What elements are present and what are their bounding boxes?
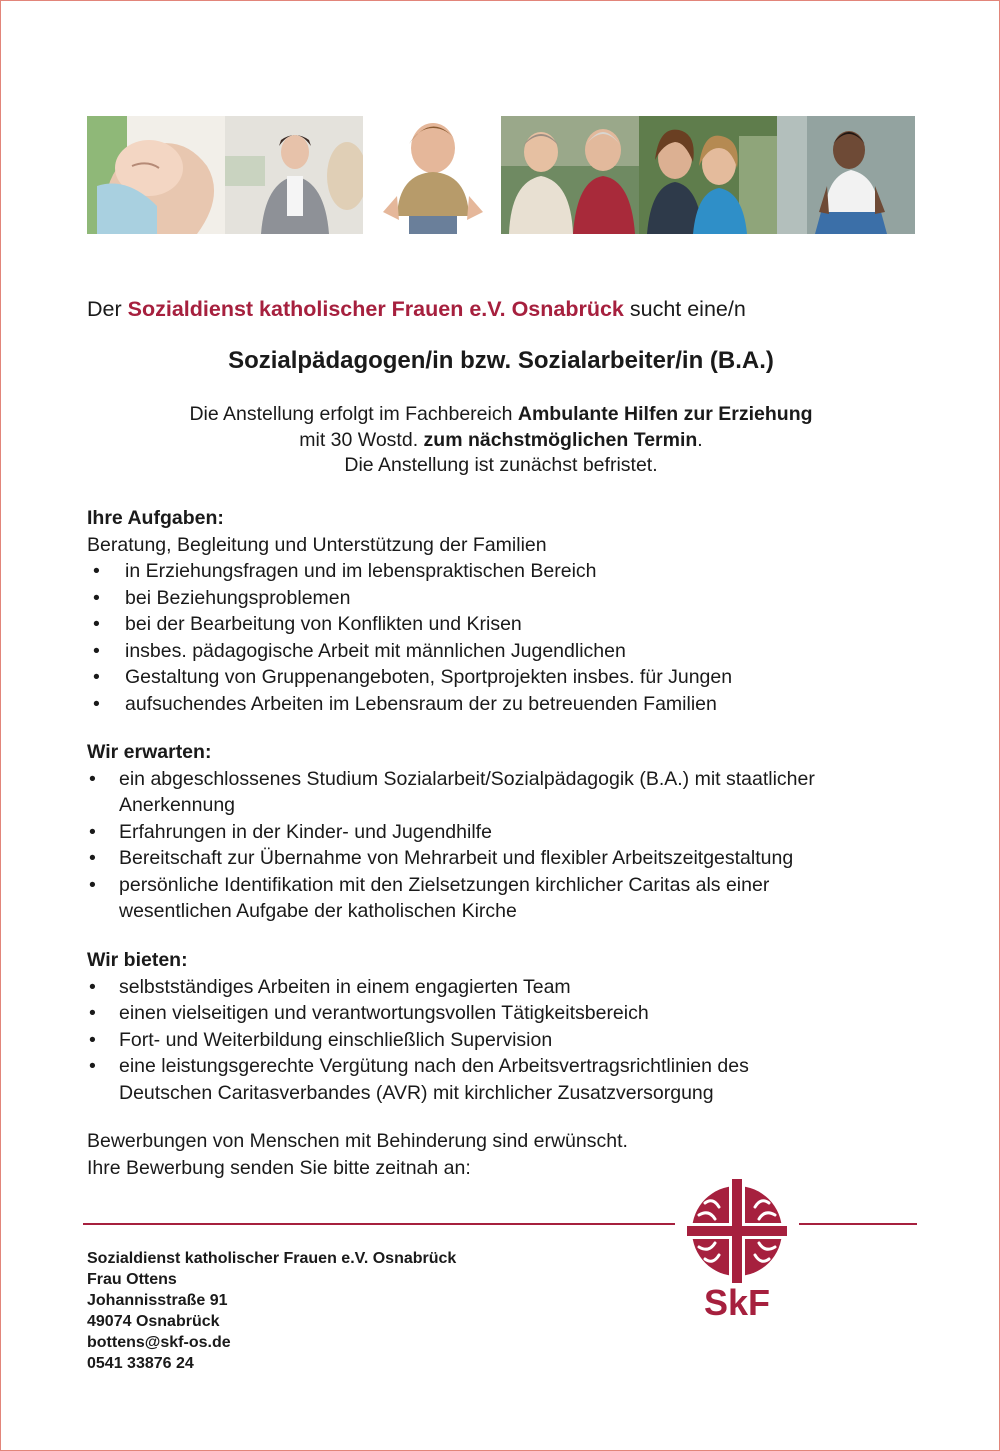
photo-teen-girls bbox=[639, 116, 777, 234]
list-item-line: • selbstständiges Arbeiten in einem engagierten Team bbox=[119, 975, 571, 998]
list-item bbox=[87, 845, 927, 872]
erwarten-list bbox=[87, 766, 927, 925]
closing-line-2: Ihre Bewerbung senden Sie bitte zeitnah an: bbox=[87, 1156, 471, 1179]
aufgaben-intro: Beratung, Begleitung und Unterstützung der Familien bbox=[87, 533, 547, 556]
list-item bbox=[87, 1053, 927, 1106]
address-organization: Sozialdienst katholischer Frauen e.V. Osnabrück bbox=[87, 1250, 457, 1267]
list-item: • insbes. pädagogische Arbeit mit männlichen Jugendlichen bbox=[87, 638, 927, 665]
list-item-line: • Erfahrungen in der Kinder- und Jugendhilfe bbox=[119, 820, 492, 843]
list-item bbox=[87, 872, 927, 925]
list-item: • Gestaltung von Gruppenangeboten, Sportprojekten insbes. für Jungen bbox=[87, 664, 927, 691]
list-item bbox=[87, 819, 927, 846]
list-item: • aufsuchendes Arbeiten im Lebensraum der zu betreuenden Familien bbox=[87, 691, 927, 718]
caritas-cross-icon bbox=[675, 1179, 799, 1283]
list-item-line: • eine leistungsgerechte Vergütung nach den Arbeitsvertragsrichtlinien des bbox=[119, 1055, 749, 1077]
list-item bbox=[87, 974, 927, 1001]
photo-young-man bbox=[777, 116, 915, 234]
list-item bbox=[87, 1027, 927, 1054]
bieten-list bbox=[87, 974, 927, 1107]
intro-suffix: sucht eine/n bbox=[623, 297, 746, 321]
bieten-heading: Wir bieten: bbox=[87, 949, 188, 971]
list-item-line: • Bereitschaft zur Übernahme von Mehrarbeit und flexibler Arbeitszeitgestaltung bbox=[119, 847, 794, 869]
list-item-line: Deutschen Caritasverbandes (AVR) mit kirchlicher Zusatzversorgung bbox=[119, 1081, 714, 1104]
employment-line-2 bbox=[87, 428, 915, 454]
address-city: 49074 Osnabrück bbox=[87, 1313, 220, 1330]
aufgaben-heading: Ihre Aufgaben: bbox=[87, 507, 224, 529]
list-item bbox=[87, 766, 927, 819]
job-title: Sozialpädagogen/in bzw. Sozialarbeiter/in (B.A.) bbox=[228, 347, 774, 374]
photo-strip bbox=[87, 116, 915, 234]
section-aufgaben bbox=[87, 505, 927, 717]
list-item-line: Anerkennung bbox=[119, 794, 236, 816]
employment-period: . bbox=[697, 428, 703, 451]
intro-line bbox=[87, 295, 915, 323]
closing-line-1: Bewerbungen von Menschen mit Behinderung sind erwünscht. bbox=[87, 1130, 628, 1152]
logo-text: SkF bbox=[703, 1282, 771, 1323]
skf-logo bbox=[675, 1179, 799, 1329]
contact-address bbox=[87, 1248, 607, 1374]
photo-woman bbox=[225, 116, 363, 234]
employment-info bbox=[87, 402, 915, 479]
list-item-line: wesentlichen Aufgabe der katholischen Kirche bbox=[119, 900, 517, 922]
employment-department: Ambulante Hilfen zur Erziehung bbox=[517, 403, 813, 425]
employment-line-3: Die Anstellung ist zunächst befristet. bbox=[344, 454, 658, 476]
employment-line-1 bbox=[87, 402, 915, 428]
intro-prefix: Der bbox=[87, 297, 128, 321]
list-item: • bei Beziehungsproblemen bbox=[87, 585, 927, 612]
closing-text bbox=[87, 1128, 915, 1181]
list-item-line: • einen vielseitigen und verantwortungsvollen Tätigkeitsbereich bbox=[119, 1002, 649, 1024]
list-item: • bei der Bearbeitung von Konflikten und Krisen bbox=[87, 611, 927, 638]
employment-hours: mit 30 Wostd. bbox=[299, 428, 424, 451]
employment-department-prefix: Die Anstellung erfolgt im Fachbereich bbox=[189, 403, 518, 425]
list-item-line: • ein abgeschlossenes Studium Sozialarbeit/Sozialpädagogik (B.A.) mit staatlicher bbox=[119, 767, 815, 790]
address-email[interactable]: bottens@skf-os.de bbox=[87, 1334, 231, 1351]
photo-baby bbox=[87, 116, 225, 234]
photo-elderly-women bbox=[501, 116, 639, 234]
address-contact: Frau Ottens bbox=[87, 1271, 177, 1288]
section-bieten bbox=[87, 947, 927, 1106]
list-item-line: • persönliche Identifikation mit den Zielsetzungen kirchlicher Caritas als einer bbox=[119, 873, 770, 896]
photo-boy bbox=[363, 116, 501, 234]
erwarten-heading: Wir erwarten: bbox=[87, 741, 212, 763]
aufgaben-list bbox=[87, 558, 927, 717]
organization-name: Sozialdienst katholischer Frauen e.V. Osnabrück bbox=[127, 297, 624, 321]
address-phone: 0541 33876 24 bbox=[87, 1355, 194, 1372]
list-item: • in Erziehungsfragen und im lebenspraktischen Bereich bbox=[87, 558, 927, 585]
list-item-line: • Fort- und Weiterbildung einschließlich Supervision bbox=[119, 1028, 553, 1051]
list-item bbox=[87, 1000, 927, 1027]
address-street: Johannisstraße 91 bbox=[87, 1292, 228, 1309]
section-erwarten bbox=[87, 739, 927, 925]
employment-start: zum nächstmöglichen Termin bbox=[423, 428, 698, 451]
